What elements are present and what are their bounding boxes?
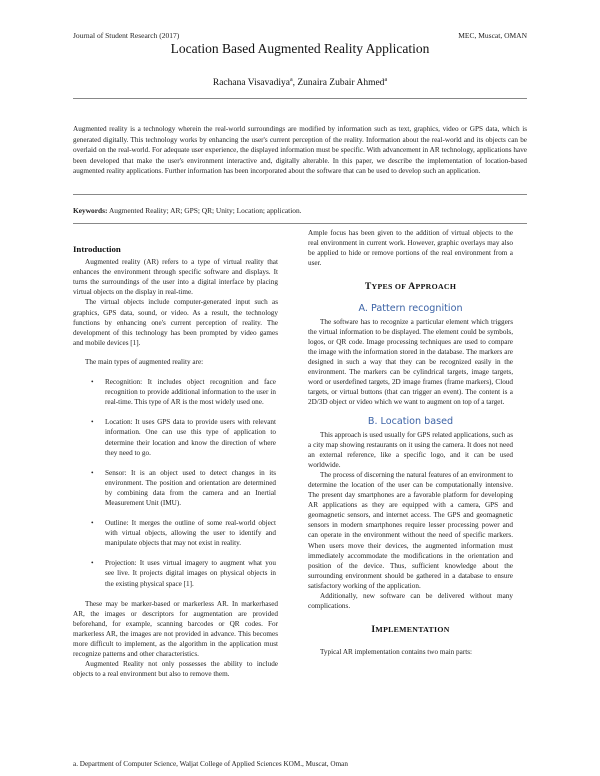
- paragraph: Augmented Reality not only possesses the ability to include objects to a real environment but also to remove them.: [73, 660, 278, 679]
- paragraph: This approach is used usually for GPS related applications, such as a city map showing restaurants on it using the camera. It does not need an external reference, like a specific logo, and it can be used worldwide.: [308, 430, 513, 469]
- section-heading-introduction: Introduction: [73, 244, 121, 254]
- subsection-heading-pattern-recognition: A. Pattern recognition: [358, 303, 463, 315]
- journal-header-right: MEC, Muscat, OMAN: [458, 31, 527, 40]
- ar-types-list: [73, 377, 278, 589]
- bullet-icon: •: [91, 559, 94, 568]
- divider: [73, 223, 527, 224]
- bullet-icon: •: [91, 378, 94, 387]
- paragraph: Typical AR implementation contains two main parts:: [320, 648, 473, 657]
- paragraph: Ample focus has been given to the addition of virtual objects to the real environment in current work. However, graphic overlays may also be applied to hide or remove portions of the real environment from a user.: [308, 229, 513, 268]
- journal-header-left: Journal of Student Research (2017): [73, 31, 180, 40]
- divider: [73, 98, 527, 99]
- list-item-text: Outline: It merges the outline of some real-world object with virtual objects, allowing the user to identify and manipulate objects that may not exist in reality.: [105, 519, 276, 548]
- author-separator: ,: [292, 78, 298, 89]
- section-heading-implementation: IMPLEMENTATION: [371, 624, 450, 636]
- keywords: [73, 206, 527, 215]
- paragraph: Additionally, new software can be delivered without many complications.: [308, 592, 513, 611]
- list-item: [73, 468, 278, 508]
- list-item: [73, 518, 278, 548]
- bullet-icon: •: [91, 418, 94, 427]
- affiliation-footnote: a. Department of Computer Science, Waljat College of Applied Sciences KOM., Muscat, Oman: [73, 760, 348, 768]
- paper-title: Location Based Augmented Reality Application: [170, 41, 430, 56]
- paragraph: Augmented reality (AR) refers to a type of virtual reality that enhances the environment through specific software and displays. It turns the surroundings of the user into a digital interface by placing virtual objects on the display in real-time.: [73, 258, 278, 297]
- paragraph: The main types of augmented reality are:: [85, 357, 204, 366]
- paragraph: These may be marker-based or markerless AR. In markerhased AR, the images or descriptors for augmentation are provided beforehand, for example, scanning barcodes or QR codes. For markerless AR, the images are not provided in advance. This becomes more difficult to implement, as the algorithm in the application must recognize patterns and other characteristics.: [73, 599, 278, 659]
- keywords-label: Keywords:: [73, 206, 108, 215]
- right-column: [308, 228, 513, 657]
- section-heading-types-of-approach: TYPES OF APPROACH: [364, 281, 457, 293]
- left-column: [73, 232, 278, 679]
- paragraph: The virtual objects include computer-generated input such as graphics, GPS data, sound, or video. As a result, the technology functions by enhancing one's current perception of reality. The development of this technology has been prompted by video games and mobile devices [1].: [73, 298, 278, 347]
- paragraph: The process of discerning the natural features of an environment to determine the location of the user can be computationally intensive. The present day smartphones are a favorable platform for developing AR applications as they are equipped with a camera, GPS and geomagnetic sensors, and internet access. The GPS and geomagnetic sensors in modern smartphones require lesser processing power and can operate in the environment without the need of specific markers. When users move their devices, the augmented information must immediately accommodate the modifications in the orientation and position of the device. Thus, sufficient knowledge about the surrounding environment should be gathered in a database to ensure satisfactory working of the application.: [308, 470, 513, 590]
- affiliation-mark: a: [289, 77, 293, 83]
- keywords-text: Augmented Reality; AR; GPS; QR; Unity; Location; application.: [107, 206, 302, 215]
- abstract: Augmented reality is a technology wherein the real-world surroundings are modified by information such as text, graphics, video or GPS data, which is generated digitally. This technology works by enhancing the user's current perception of the reality. Information about the real-world and its objects can be overlaid on the real-world. For adequate user experience, the displayed information must be specific. With advancement in AR technology, applications have been developed that make the user's environment interactive and, digitally alterable. In this paper, we describe the implementation of location-based augmented reality applications. Further information has been incorporated about the software that can be used to develop such an application.: [73, 125, 527, 176]
- list-item-text: Location: It uses GPS data to provide users with relevant information. One can use this type of application to determine their location and know the direction of where they need to go.: [105, 418, 276, 457]
- divider: [73, 194, 527, 195]
- paragraph: The software has to recognize a particular element which triggers the virtual information to be displayed. The element could be symbols, logos, or QR code. Image processing techniques are used to compare the image with the information stored in the database. The markers are designed in such a way that they can be recognized easily in the environment. The markers can be cylindrical targets, image targets, word or userdefined targets, 2D image frames (frame markers), Cloud targets, or virtual buttons (that can trigger an event). The content is a 2D/3D object or video which we want to augment on top of a target.: [308, 317, 513, 407]
- subsection-heading-location-based: B. Location based: [367, 416, 454, 428]
- author-name: Rachana Visavadiya: [212, 78, 290, 89]
- author-line: [0, 77, 600, 88]
- list-item: [73, 377, 278, 407]
- list-item: [73, 558, 278, 588]
- list-item-text: Recognition: It includes object recognition and face recognition to provide additional information to the user in real-time. This type of AR is the most widely used one.: [105, 378, 276, 407]
- bullet-icon: •: [91, 519, 94, 528]
- list-item: [73, 417, 278, 457]
- affiliation-mark: a: [384, 77, 388, 83]
- list-item-text: Projection: It uses virtual imagery to augment what you see live. It projects digital images on physical objects in the existing physical space [1].: [105, 559, 276, 588]
- author-name: Zunaira Zubair Ahmed: [297, 78, 385, 89]
- list-item-text: Sensor: It is an object used to detect changes in its environment. The position and orientation are determined by combining data from the camera and an Inertial Measurement Unit (IMU).: [105, 468, 276, 507]
- bullet-icon: •: [91, 468, 94, 477]
